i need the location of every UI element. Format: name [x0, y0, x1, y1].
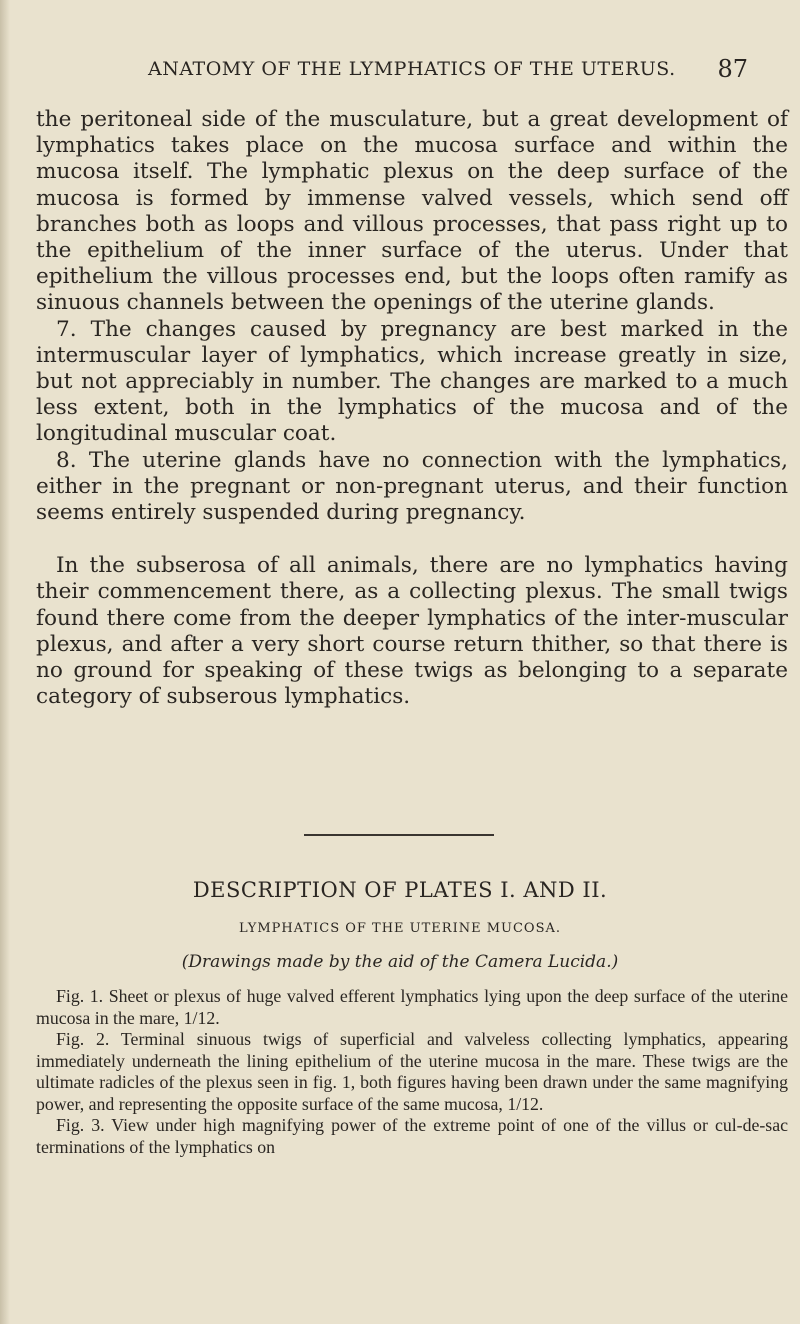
page-number: 87 [717, 55, 748, 83]
paragraph: 8. The uterine glands have no connection with the lymphatics, either in the pregnant or non-pregnant uterus, and their function seems entirely suspended during pregnancy. [36, 447, 788, 526]
plates-subheading: LYMPHATICS OF THE UTERINE MUCOSA. [238, 921, 562, 936]
section-divider [304, 834, 494, 836]
plates-note: (Drawings made by the aid of the Camera Lucida.) [181, 952, 619, 972]
body-text [36, 107, 788, 710]
figure-caption: Fig. 1. Sheet or plexus of huge valved efferent lymphatics lying upon the deep surface of the uterine mucosa in the mare, 1/12. [36, 986, 788, 1028]
figure-caption: Fig. 3. View under high magnifying power of the extreme point of one of the villus or cul-de-sac terminations of the lymphatics on [36, 1115, 788, 1157]
paragraph: 7. The changes caused by pregnancy are best marked in the intermuscular layer of lymphatics, which increase greatly in size, but not appreciably in number. The changes are marked to a much less extent, both in the lymphatics of the mucosa and of the longitudinal muscular coat. [36, 316, 788, 447]
figure-caption: Fig. 2. Terminal sinuous twigs of superficial and valveless collecting lymphatics, appearing immediately underneath the lining epithelium of the uterine mucosa in the mare. These twigs are the ultimate radicles of the plexus seen in fig. 1, both figures having been drawn under the same magnifying power, and representing the opposite surface of the same mucosa, 1/12. [36, 1029, 788, 1114]
paragraph: In the subserosa of all animals, there are no lymphatics having their commencement there, as a collecting plexus. The small twigs found there come from the deeper lymphatics of the inter-muscular plexus, and after a very short course return thither, so that there is no ground for speaking of these twigs as belonging to a separate category of subserous lymphatics. [36, 553, 788, 710]
running-title: ANATOMY OF THE LYMPHATICS OF THE UTERUS. [148, 58, 676, 80]
plates-heading: DESCRIPTION OF PLATES I. AND II. [192, 878, 608, 902]
paragraph: the peritoneal side of the musculature, but a great development of lymphatics takes place on the mucosa surface and within the mucosa itself. The lymphatic plexus on the deep surface of the mucosa is formed by immense valved vessels, which send off branches both as loops and villous processes, that pass right up to the epithelium of the inner surface of the uterus. Under that epithelium the villous processes end, but the loops often ramify as sinuous channels between the openings of the uterine glands. [36, 107, 788, 316]
running-header [148, 55, 748, 88]
page-edge [0, 0, 10, 1324]
figure-descriptions [36, 986, 788, 1158]
